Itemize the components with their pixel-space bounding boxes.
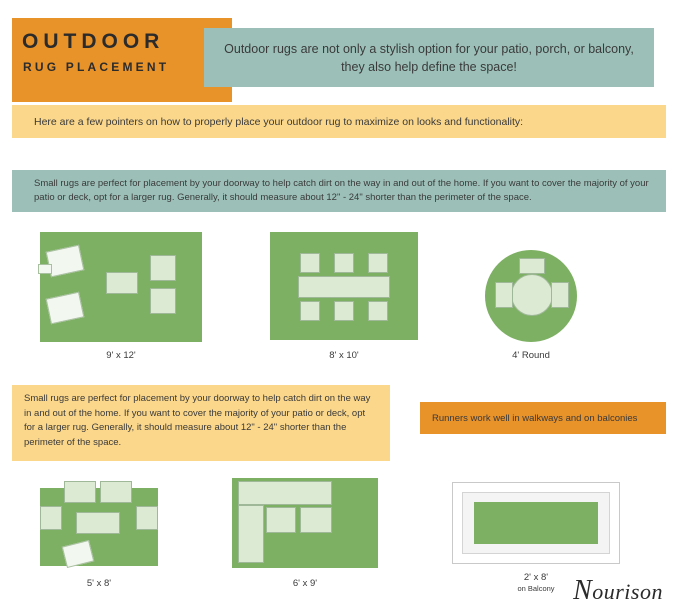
rug-area-2x8 xyxy=(474,502,598,544)
runner-info-block xyxy=(420,402,666,434)
teal-statement-text: Outdoor rugs are not only a stylish option for your patio, porch, or balcony, they also help define the space! xyxy=(224,41,634,74)
teal-statement-block xyxy=(204,28,654,87)
dining-chair-t1 xyxy=(300,253,320,273)
dining-chair-t2 xyxy=(334,253,354,273)
dining-chair-t3 xyxy=(368,253,388,273)
rug-caption-6x9: 6' x 9' xyxy=(292,578,318,589)
dining-chair-b3 xyxy=(368,301,388,321)
chair-right-5x8 xyxy=(136,506,158,530)
brand-logo-rest: ourison xyxy=(592,579,663,604)
page-title: OUTDOOR xyxy=(22,30,165,53)
round-chair-top xyxy=(519,258,545,274)
rug-caption-2x8-size: 2' x 8' xyxy=(523,572,549,583)
sectional-arm xyxy=(238,505,264,563)
chair-left-5x8 xyxy=(40,506,62,530)
round-table xyxy=(511,274,553,316)
section2-info-text: Small rugs are perfect for placement by your doorway to help catch dirt on the way in and out of the home. If you want to cover the majority of your patio or deck, opt for a larger rug. Generally, it should measure about 12" - 24" shorter than the perimeter of the space. xyxy=(24,393,371,448)
sectional-cushion-1 xyxy=(266,507,296,533)
page-subtitle: RUG PLACEMENT xyxy=(23,60,170,74)
runner-info-text: Runners work well in walkways and on balconies xyxy=(432,412,638,424)
table-small-1 xyxy=(38,264,52,274)
coffee-table-5x8 xyxy=(76,512,120,534)
rug-caption-5x8: 5' x 8' xyxy=(86,578,112,589)
section1-info-bar xyxy=(12,170,666,212)
brand-logo xyxy=(573,575,663,607)
side-chair-1 xyxy=(150,255,176,281)
sectional-back xyxy=(238,481,332,505)
rug-caption-8x10: 8' x 10' xyxy=(329,350,359,361)
round-chair-left xyxy=(495,282,513,308)
coffee-table xyxy=(106,272,138,294)
sofa-seat-1 xyxy=(64,481,96,503)
round-chair-right xyxy=(551,282,569,308)
dining-chair-b2 xyxy=(334,301,354,321)
side-chair-2 xyxy=(150,288,176,314)
sectional-cushion-2 xyxy=(300,507,332,533)
rug-caption-4round: 4' Round xyxy=(512,350,550,361)
brand-logo-initial: N xyxy=(573,575,593,606)
dining-table xyxy=(298,276,390,298)
rug-caption-9x12: 9' x 12' xyxy=(106,350,136,361)
section1-info-text: Small rugs are perfect for placement by your doorway to help catch dirt on the way in and out of the home. If you want to cover the majority of your patio or deck, opt for a larger rug. Generally, it should measure about 12" - 24" shorter than the perimeter of the space. xyxy=(34,178,649,203)
yellow-intro-text: Here are a few pointers on how to properly place your outdoor rug to maximize on looks and functionality: xyxy=(34,115,524,128)
rug-caption-2x8-note: on Balcony xyxy=(517,584,555,593)
dining-chair-b1 xyxy=(300,301,320,321)
sofa-seat-2 xyxy=(100,481,132,503)
yellow-intro-band xyxy=(12,105,666,138)
